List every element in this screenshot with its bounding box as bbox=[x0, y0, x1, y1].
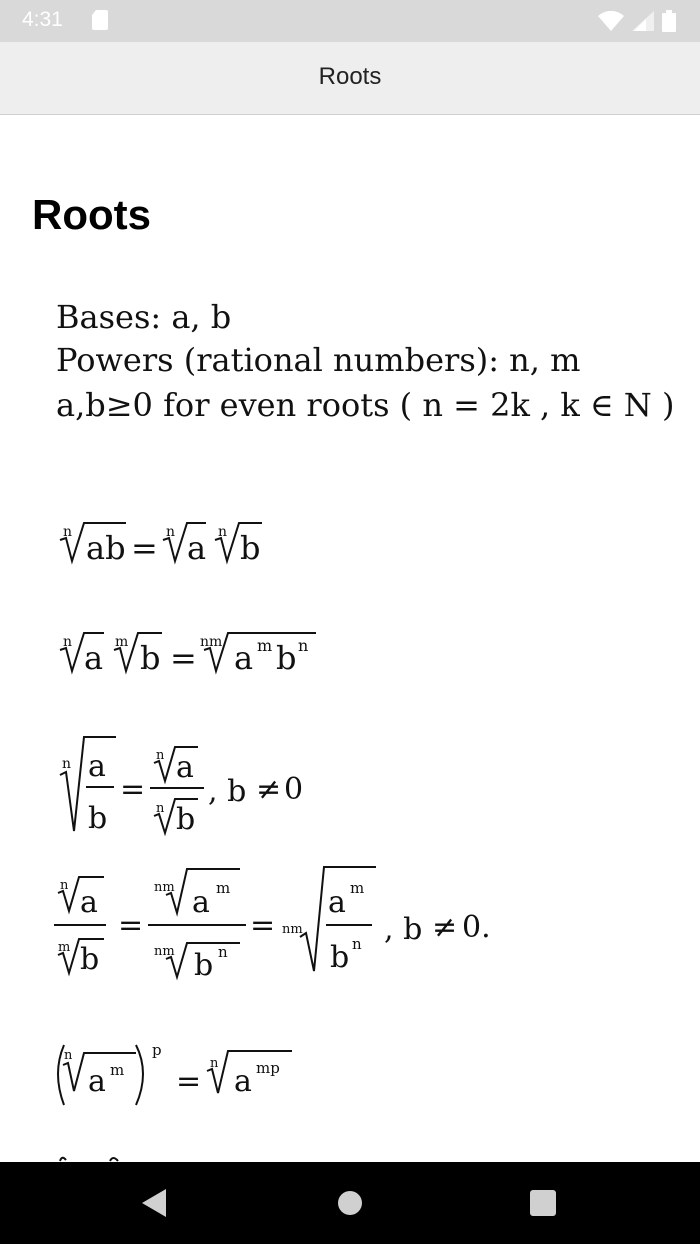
svg-text:≠: ≠ bbox=[256, 772, 282, 807]
svg-text:n: n bbox=[63, 524, 73, 540]
svg-text:=: = bbox=[176, 1064, 202, 1099]
svg-text:=: = bbox=[170, 639, 197, 677]
svg-text:0: 0 bbox=[284, 772, 304, 807]
svg-text:ab: ab bbox=[86, 529, 126, 567]
svg-text:b: b bbox=[240, 529, 261, 567]
svg-text:m: m bbox=[257, 636, 273, 655]
content-scroll-area[interactable] bbox=[0, 115, 700, 1162]
svg-text:b: b bbox=[80, 942, 100, 977]
svg-text:a: a bbox=[84, 639, 104, 677]
svg-text:nm: nm bbox=[154, 944, 175, 959]
svg-text:nm: nm bbox=[200, 634, 223, 650]
formula-image bbox=[0, 115, 700, 1162]
intro-line: Powers (rational numbers): n, m bbox=[56, 341, 581, 379]
svg-text:n: n bbox=[62, 756, 72, 772]
svg-text:0.: 0. bbox=[462, 910, 491, 945]
formula-5 bbox=[58, 1041, 292, 1105]
svg-text:b: b bbox=[88, 801, 108, 836]
formula-6-partial bbox=[60, 1158, 118, 1161]
svg-text:n: n bbox=[64, 1048, 73, 1063]
svg-text:=: = bbox=[250, 908, 276, 943]
intro-line: Bases: a, b bbox=[56, 298, 232, 336]
wifi-icon bbox=[598, 11, 624, 35]
svg-text:, b: , b bbox=[384, 912, 423, 947]
status-time: 4:31 bbox=[22, 8, 63, 31]
svg-text:a: a bbox=[80, 885, 98, 920]
signal-icon bbox=[632, 11, 654, 35]
svg-text:m: m bbox=[350, 879, 365, 897]
svg-text:a: a bbox=[234, 639, 254, 677]
svg-text:b: b bbox=[140, 639, 161, 677]
formula-1 bbox=[60, 523, 262, 567]
svg-text:p: p bbox=[152, 1041, 162, 1059]
svg-text:m: m bbox=[216, 879, 231, 897]
svg-text:≠: ≠ bbox=[432, 910, 458, 945]
sd-card-icon bbox=[92, 10, 110, 34]
svg-text:a: a bbox=[88, 1064, 106, 1099]
svg-text:, b: , b bbox=[208, 774, 247, 809]
svg-text:b: b bbox=[194, 948, 214, 983]
back-icon[interactable] bbox=[142, 1189, 168, 1221]
svg-text:n: n bbox=[218, 943, 228, 961]
svg-text:m: m bbox=[115, 634, 129, 650]
svg-text:n: n bbox=[218, 524, 228, 540]
svg-text:n: n bbox=[210, 1056, 219, 1071]
svg-text:m: m bbox=[58, 940, 71, 955]
svg-text:=: = bbox=[131, 529, 158, 567]
formula-2 bbox=[60, 633, 316, 677]
svg-text:=: = bbox=[118, 908, 144, 943]
svg-text:a: a bbox=[88, 749, 106, 784]
svg-text:b: b bbox=[330, 940, 350, 975]
svg-text:n: n bbox=[166, 524, 176, 540]
svg-text:a: a bbox=[176, 750, 194, 785]
recents-icon[interactable] bbox=[530, 1190, 556, 1220]
svg-text:n: n bbox=[352, 935, 362, 953]
formula-3 bbox=[60, 737, 303, 837]
status-bar bbox=[0, 0, 700, 42]
svg-text:a: a bbox=[234, 1064, 252, 1099]
navigation-bar bbox=[0, 1162, 700, 1244]
svg-text:b: b bbox=[176, 802, 196, 837]
intro-line: a,b≥0 for even roots ( n = 2k , k ∈ N ) bbox=[56, 386, 675, 424]
svg-text:n: n bbox=[156, 801, 165, 816]
app-bar bbox=[0, 42, 700, 115]
svg-text:b: b bbox=[276, 639, 297, 677]
svg-text:n: n bbox=[60, 878, 69, 893]
svg-text:nm: nm bbox=[154, 880, 175, 895]
svg-text:mp: mp bbox=[256, 1059, 280, 1077]
svg-text:m: m bbox=[110, 1061, 125, 1079]
svg-text:n: n bbox=[298, 636, 309, 655]
svg-text:a: a bbox=[192, 885, 210, 920]
formula-4 bbox=[54, 867, 491, 983]
svg-text:=: = bbox=[120, 772, 146, 807]
battery-icon bbox=[662, 10, 676, 36]
page-title: Roots bbox=[32, 191, 151, 238]
svg-text:n: n bbox=[156, 748, 165, 763]
svg-text:a: a bbox=[328, 885, 346, 920]
svg-text:n: n bbox=[63, 634, 73, 650]
svg-text:nm: nm bbox=[282, 922, 303, 937]
svg-text:a: a bbox=[187, 529, 207, 567]
app-bar-title: Roots bbox=[318, 63, 382, 90]
home-icon[interactable] bbox=[337, 1190, 363, 1220]
